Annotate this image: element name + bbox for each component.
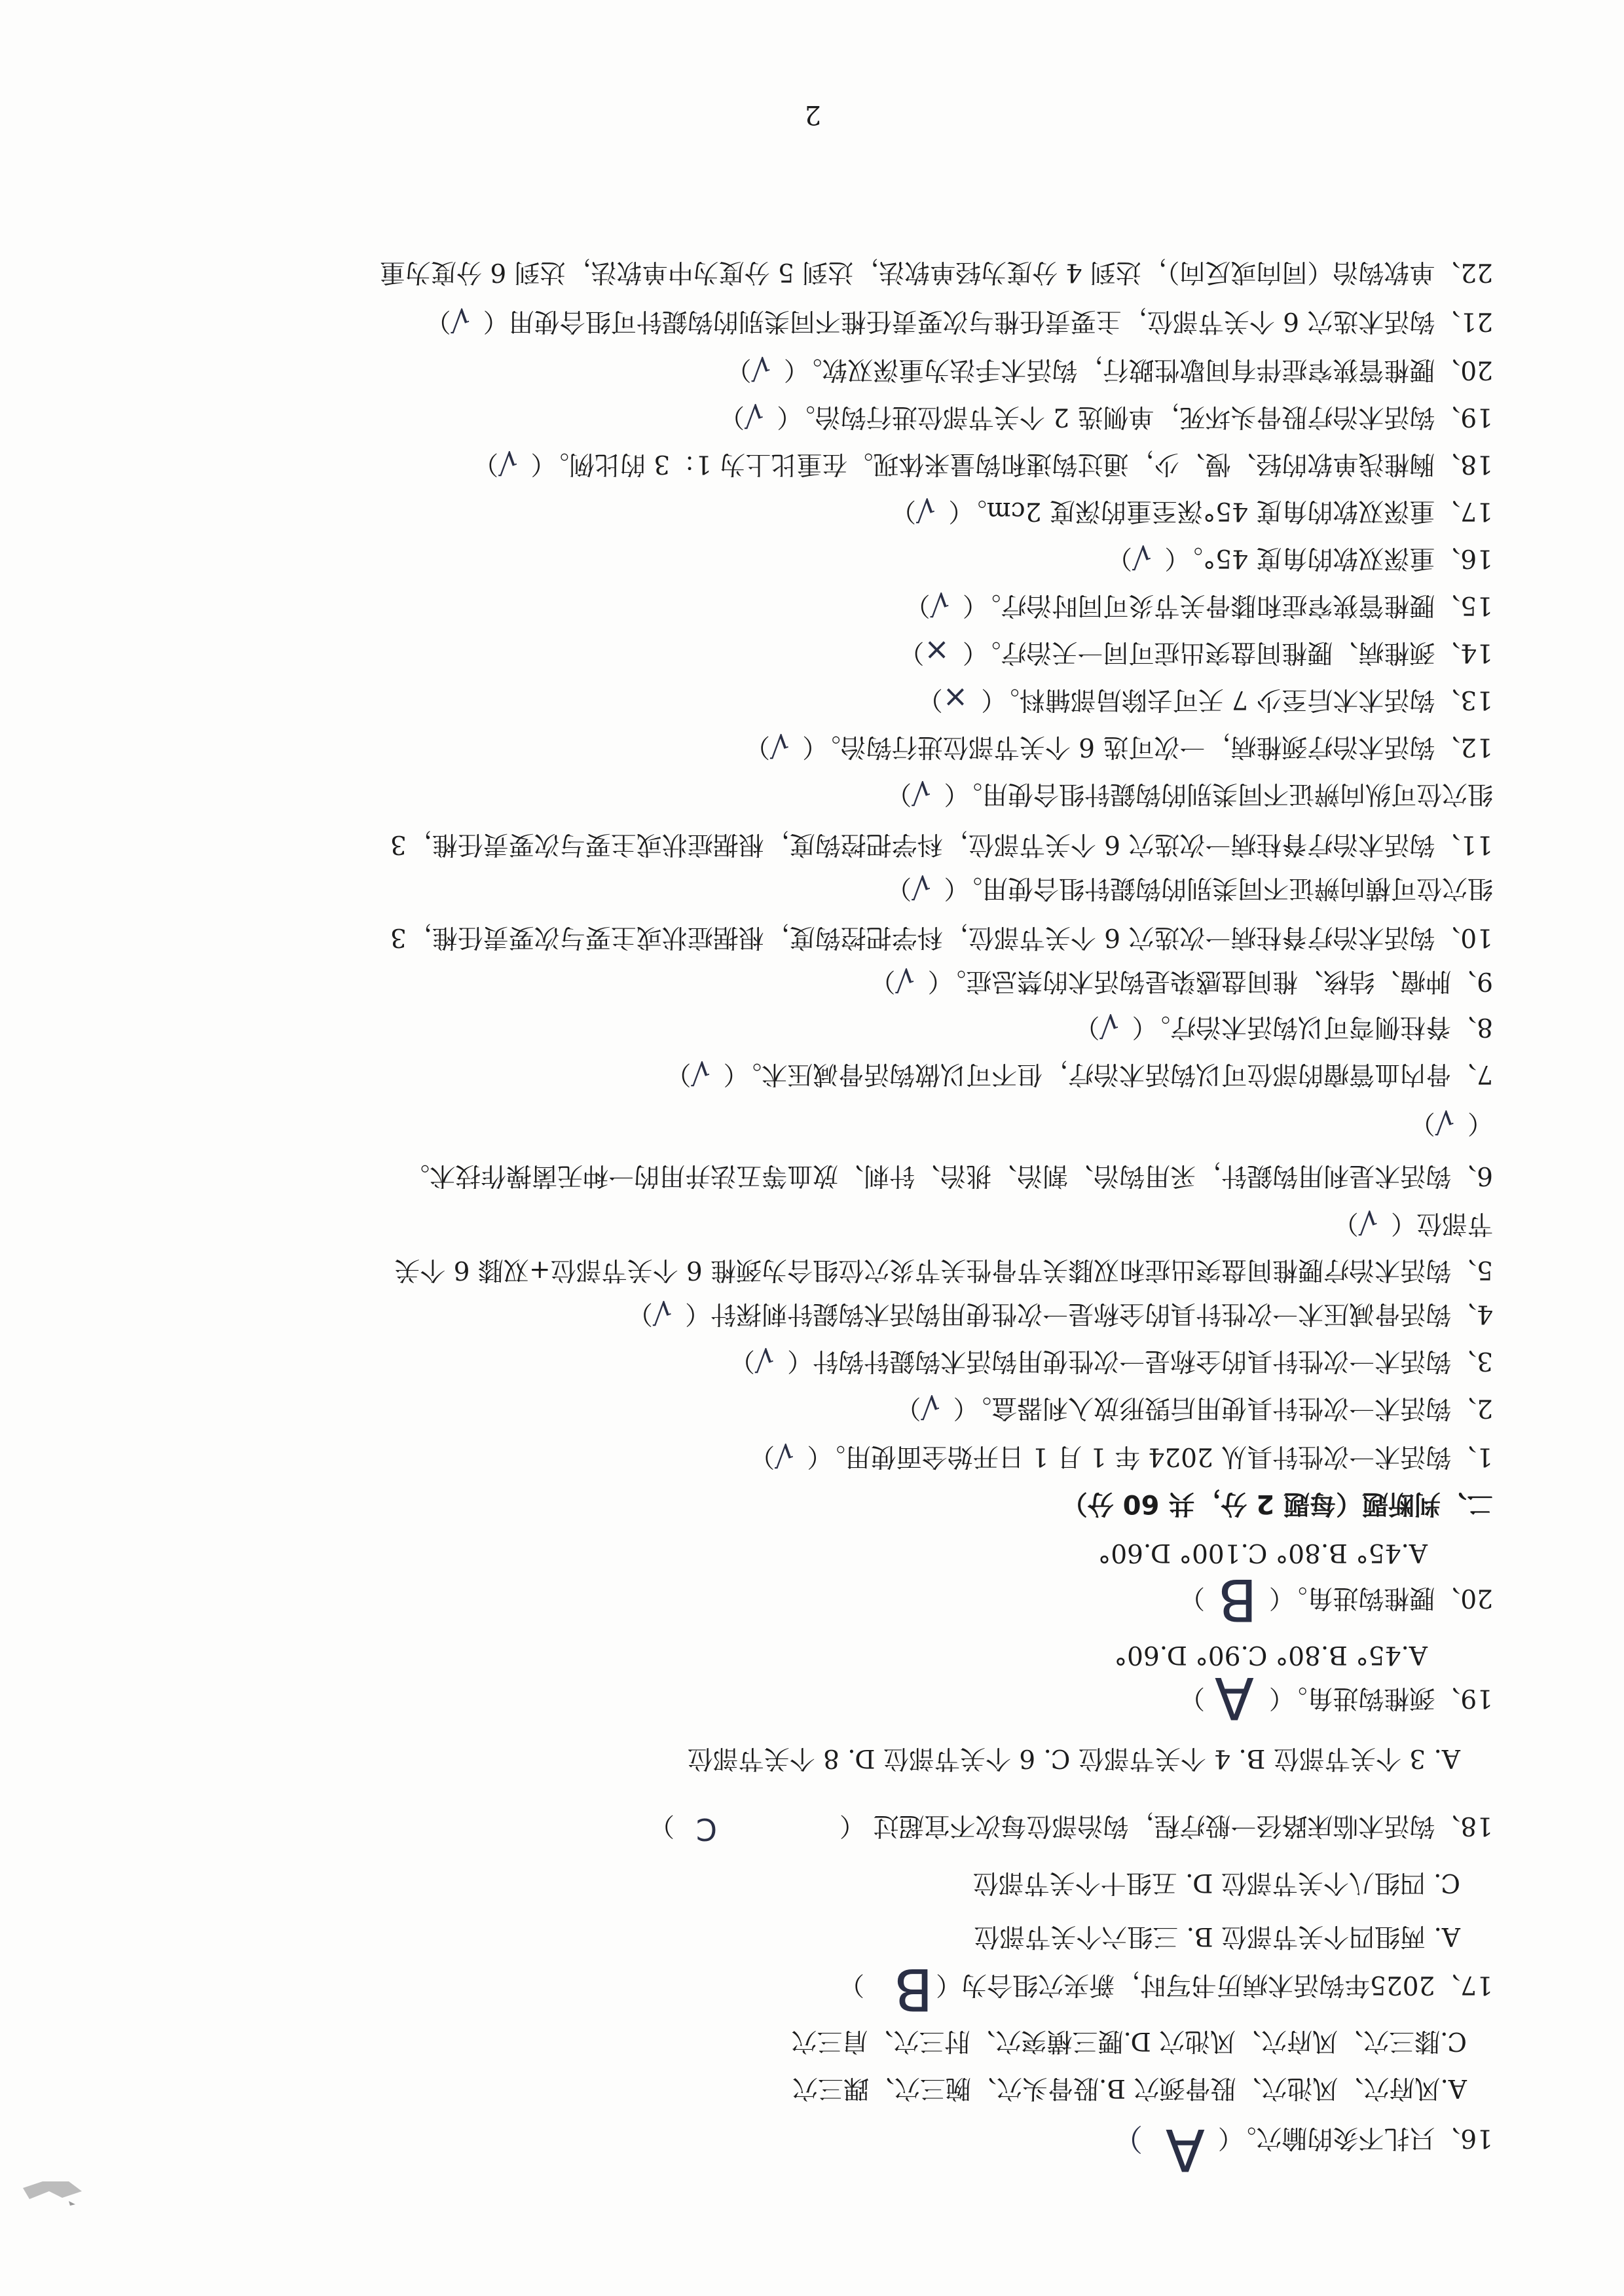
tf-mark: √	[451, 302, 470, 337]
tf-item: 3、钩活术一次性针具的全称是一次性使用钩活术钩鍉针钩针（√）	[729, 1341, 1493, 1377]
tf-item: 11、钩活术治疗脊柱病一次选穴 6 个关节部位，科学把控钩度，根据症状或主要与次要责任椎，3	[390, 829, 1493, 859]
tf-mark: ×	[924, 633, 950, 668]
tf-mark: √	[912, 774, 931, 810]
tf-mark: √	[1435, 1104, 1454, 1139]
tf-mark: √	[775, 1437, 794, 1472]
tf-item: 17、重深双软的角度 45°深至重的深度 2cm。（√）	[890, 492, 1493, 527]
tf-mark: ×	[942, 680, 969, 716]
tf-mark: √	[1132, 539, 1152, 574]
tf-item: 6、钩活术是利用钩鍉针，采用钩治、割治、挑治、针刺、放血等五法并用的一种无菌操作技术。	[404, 1161, 1493, 1190]
q16-stem: 16、只扎不灸的腧穴。（	[1217, 2123, 1493, 2153]
tf-item: 7、骨内血管瘤的部位可以钩活术治疗，但不可以做钩活骨减压术。（√）	[665, 1055, 1493, 1090]
tf-item: 18、胸椎浅单软的轻、慢、少，通过钩速和钩量来体现。在重比上为 1：3 的比例。（√）	[473, 445, 1493, 480]
q18-answer: C	[695, 1812, 717, 1847]
tf-mark: √	[769, 727, 790, 763]
tf-mark: √	[1099, 1008, 1119, 1043]
tf-item: 组穴位可纵向辨证不同类别的钩鍉针组合使用。（√）	[886, 774, 1493, 810]
q16-options-row2: C.膝三穴、风府穴、风池穴 D.腰三横突穴、肘三穴、肩三穴	[791, 2026, 1467, 2056]
q17-answer: B	[893, 1956, 933, 2023]
tf-item: 8、脊柱侧弯可以钩活术治疗。（√）	[1074, 1008, 1493, 1043]
q18-options-row1: A. 3 个关节部位 B. 4 个关节部位 C. 6 个关节部位 D. 8 个关节部位	[687, 1743, 1460, 1773]
tf-item: 21、钩活术选穴 6 个关节部位，主要责任椎与次要责任椎不同类别的钩鍉针可组合使用（√）	[425, 302, 1493, 337]
tf-item: 1、钩活术一次性针具从 2024 年 1 月 1 日开始全面使用。（√）	[749, 1437, 1493, 1472]
tf-mark: √	[744, 397, 764, 433]
scan-speck	[16, 2172, 88, 2217]
tf-mark: √	[691, 1055, 710, 1090]
q17-close: ）	[838, 1970, 864, 1999]
tf-item: 2、钩活术一次性针具使用后毁形放入利器盒。（√）	[895, 1389, 1493, 1424]
tf-mark: √	[1358, 1204, 1378, 1239]
tf-item: 22、单软钩治（同向或反向），达到 4 分度为轻单软法，达到 5 分度为中单软法，达到 6 分度为重	[380, 257, 1493, 287]
q17-stem: 17、2025年钩活术病历书写时，新夹穴组合为（	[936, 1970, 1493, 1999]
q16-answer: A	[1165, 2116, 1205, 2183]
tf-item: 20、腰椎管狭窄症伴有间歇性跛行，钩活术手法为重深双软。（√）	[726, 350, 1493, 386]
q16-options-row1: A.风府穴、风池穴、股骨颈穴 B.股骨头穴、腕三穴、踝三穴	[792, 2073, 1467, 2103]
tf-item: 10、钩活术治疗脊柱病一次选穴 6 个关节部位，科学把控钩度，根据症状或主要与次要责任椎，3	[390, 922, 1493, 952]
q20-options-row1: A.45° B.80° C.100° D.60°	[1098, 1538, 1428, 1567]
q20-answer: B	[1217, 1566, 1257, 1633]
tf-item: 16、重深双软的角度 45°。（√）	[1107, 539, 1493, 574]
q20-close: ）	[1179, 1583, 1205, 1613]
tf-item: 组穴位可横向辨证不同类别的钩鍉针组合使用。（√）	[886, 869, 1493, 904]
tf-mark: √	[751, 350, 771, 386]
q18-stem: 18、钩活术临床路径一般疗程，钩治部位每次不宜超过 （	[839, 1811, 1493, 1840]
page-number: 2	[804, 100, 821, 130]
q20-stem: 20、腰椎钩进角。（	[1268, 1583, 1493, 1613]
tf-item: 9、肿瘤、结核、椎间盘感染是钩活术的禁忌症。（√）	[870, 962, 1493, 997]
tf-mark: √	[930, 586, 950, 621]
q19-close: ）	[1179, 1683, 1205, 1713]
tf-item: 节部位（√）	[1333, 1204, 1493, 1239]
tf-mark: √	[652, 1294, 673, 1330]
q18-close: ）	[648, 1811, 674, 1840]
part2-heading: 二、判断题（每题 2 分，共 60 分）	[1061, 1489, 1493, 1519]
q17-options-row2: C. 四组八个关节部位 D. 五组十个关节部位	[972, 1868, 1460, 1897]
tf-item: 12、钩活术治疗颈椎病，一次可选 6 个关节部位进行钩治。（√）	[744, 727, 1493, 763]
q16-close: ）	[1113, 2121, 1143, 2157]
tf-item: 5、钩活术治疗腰椎间盘突出症和双膝关节骨性关节炎穴位组合为颈椎 6 个关节部位+双膝 6 个关	[394, 1255, 1493, 1285]
q19-options-row1: A.45° B.80° C.90° D.60°	[1114, 1640, 1428, 1669]
q17-options-row1: A. 两组四个关节部位 B. 三组六个关节部位	[974, 1922, 1460, 1951]
tf-item: 14、颈椎病、腰椎间盘突出症可同一天治疗。（×）	[898, 633, 1493, 668]
tf-mark: √	[498, 445, 518, 480]
tf-item: 19、钩活术治疗股骨头坏死，单侧选 2 个关节部位进行钩治。（√）	[718, 397, 1493, 433]
tf-item: 15、腰椎管狭窄症和膝骨关节炎可同时治疗。（√）	[904, 586, 1493, 621]
tf-mark: √	[912, 869, 931, 904]
tf-item: 13、钩活术术后至少 7 天可去除局部辅料。（×）	[917, 680, 1493, 716]
q19-stem: 19、颈椎钩进角。（	[1268, 1683, 1493, 1713]
tf-mark: √	[895, 962, 915, 997]
q19-answer: A	[1214, 1664, 1254, 1732]
tf-item: （√）	[1409, 1104, 1493, 1139]
tf-mark: √	[916, 492, 936, 527]
tf-mark: √	[921, 1389, 940, 1424]
tf-item: 4、钩活骨减压术一次性针具的全称是一次性使用钩活术钩鍉针刺探针（√）	[627, 1294, 1493, 1330]
tf-mark: √	[754, 1341, 775, 1377]
